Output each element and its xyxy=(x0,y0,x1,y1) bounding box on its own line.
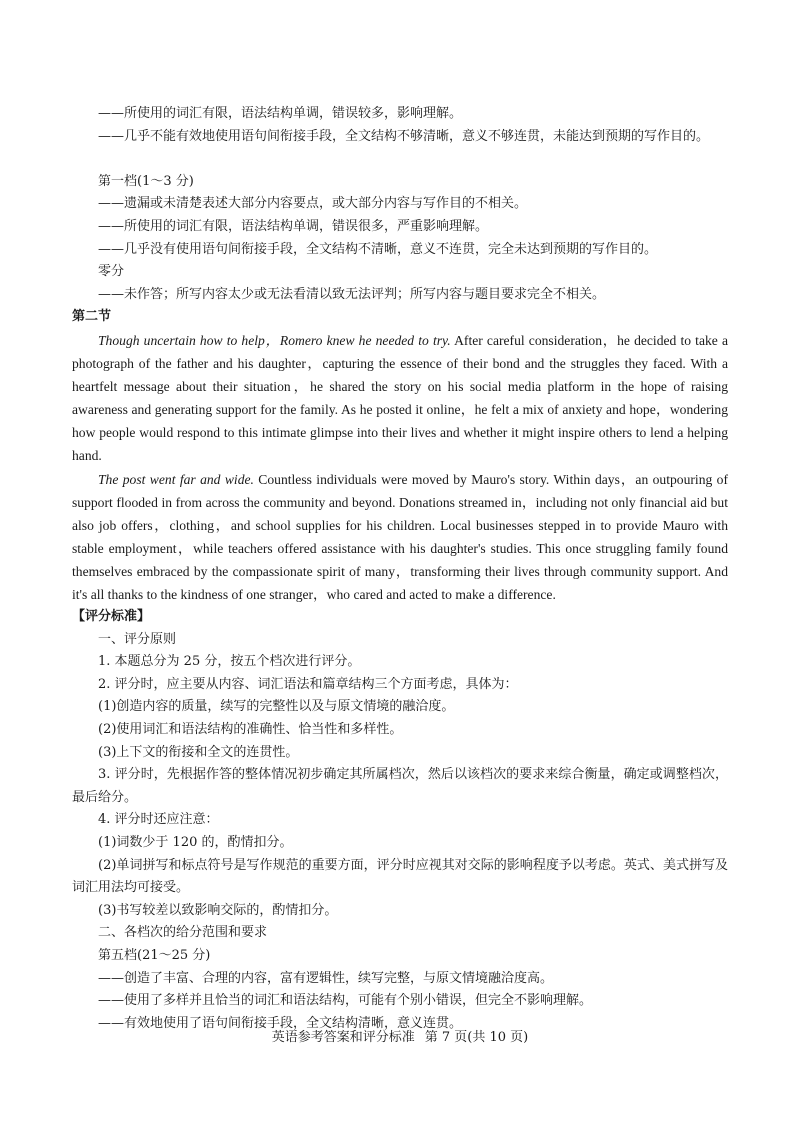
zero-score-item: ——未作答；所写内容太少或无法看清以致无法评判；所写内容与题目要求完全不相关。 xyxy=(98,286,606,302)
criteria-heading: 【评分标准】 xyxy=(72,609,151,625)
level5-item-cohesion: ——有效地使用了语句间衔接手段，全文结构清晰，意义连贯。 xyxy=(98,1015,463,1031)
level5-item-vocab: ——使用了多样并且恰当的词汇和语法结构，可能有个别小错误，但完全不影响理解。 xyxy=(98,993,593,1009)
principle-2: 2. 评分时，应主要从内容、词汇语法和篇章结构三个方面考虑，具体为： xyxy=(98,676,518,692)
model-answer-paragraph-2 xyxy=(72,468,728,607)
footer-doc-title: 英语参考答案和评分标准 xyxy=(271,1030,415,1045)
principle-2a: (1)创造内容的质量，续写的完整性以及与原文情境的融洽度。 xyxy=(98,699,455,715)
footer-page-number: 第 7 页(共 10 页) xyxy=(424,1030,529,1045)
levels-title: 二、各档次的给分范围和要求 xyxy=(98,925,268,941)
level5-title: 第五档(21～25 分) xyxy=(98,947,211,963)
model-answer-paragraph-1 xyxy=(72,329,728,468)
principles-title: 一、评分原则 xyxy=(98,631,177,647)
level2-item-vocab: ——所使用的词汇有限，语法结构单调，错误较多，影响理解。 xyxy=(98,106,463,121)
zero-score-title: 零分 xyxy=(98,264,125,280)
page-footer xyxy=(0,1028,800,1048)
level2-item-cohesion xyxy=(72,126,728,171)
principle-2c: (3)上下文的衔接和全文的连贯性。 xyxy=(98,744,299,760)
principle-1: 1. 本题总分为 25 分，按五个档次进行评分。 xyxy=(98,654,361,670)
page-content xyxy=(72,103,728,1035)
principle-3: 3. 评分时，先根据作答的整体情况初步确定其所属档次，然后以该档次的要求来综合衡量，确定或调整档次，最后给分。 xyxy=(72,767,728,805)
principle-4b: (2)单词拼写和标点符号是写作规范的重要方面，评分时应视其对交际的影响程度予以考虑。英式、美式拼写及词汇用法均可接受。 xyxy=(72,857,728,896)
paragraph-2-body: Countless individuals were moved by Mauro's story. Within days，an outpouring of support flooded in from across the community and beyond. Donations streamed in，including not only financial aid but also job offers，clothing，and school supplies for his children. Local businesses stepped in to provide Mauro with stable employment，while teachers offered assistance with his daughter's studies. This once struggling family found themselves embraced by the compassionate spirit of many，transforming their lives through community support. And it's all thanks to the kindness of one stranger，who cared and acted to make a difference. xyxy=(72,471,728,602)
level2-item-cohesion-end: 目的。 xyxy=(670,128,710,144)
level1-title: 第一档(1～3 分) xyxy=(98,173,194,189)
principle-4: 4. 评分时还应注意： xyxy=(98,812,219,828)
level5-item-content: ——创造了丰富、合理的内容，富有逻辑性，续写完整，与原文情境融洽度高。 xyxy=(98,970,554,986)
principle-4c: (3)书写较差以致影响交际的，酌情扣分。 xyxy=(98,902,338,918)
paragraph-1-body: After careful consideration，he decided to take a photograph of the father and his daughter，capturing the essence of their bond and the struggles they faced. With a heartfelt message about their situation，he shared the story on his social media platform in the hope of raising awareness and generating support for the family. As he posted it online，he felt a mix of anxiety and hope，wondering how people would respond to this intimate glimpse into their lives and whether it might inspire others to lend a helping hand. xyxy=(72,332,728,464)
principle-2b: (2)使用词汇和语法结构的准确性、恰当性和多样性。 xyxy=(98,722,403,738)
principle-4a: (1)词数少于 120 的，酌情扣分。 xyxy=(98,835,293,850)
level1-item-cohesion: ——几乎没有使用语句间衔接手段，全文结构不清晰，意义不连贯，完全未达到预期的写作目的。 xyxy=(98,241,658,257)
section2-heading: 第二节 xyxy=(72,309,112,325)
paragraph-2-opening-sentence: The post went far and wide. xyxy=(98,471,254,487)
paragraph-1-opening-sentence: Though uncertain how to help，Romero knew he needed to try. xyxy=(98,332,451,348)
level2-item-cohesion-text: ——几乎不能有效地使用语句间衔接手段，全文结构不够清晰，意义不够连贯，未能达到预期的写作 xyxy=(98,128,671,144)
level1-item-vocab: ——所使用的词汇有限，语法结构单调，错误很多，严重影响理解。 xyxy=(98,218,489,234)
level1-item-content: ——遗漏或未清楚表述大部分内容要点，或大部分内容与写作目的不相关。 xyxy=(98,196,528,212)
